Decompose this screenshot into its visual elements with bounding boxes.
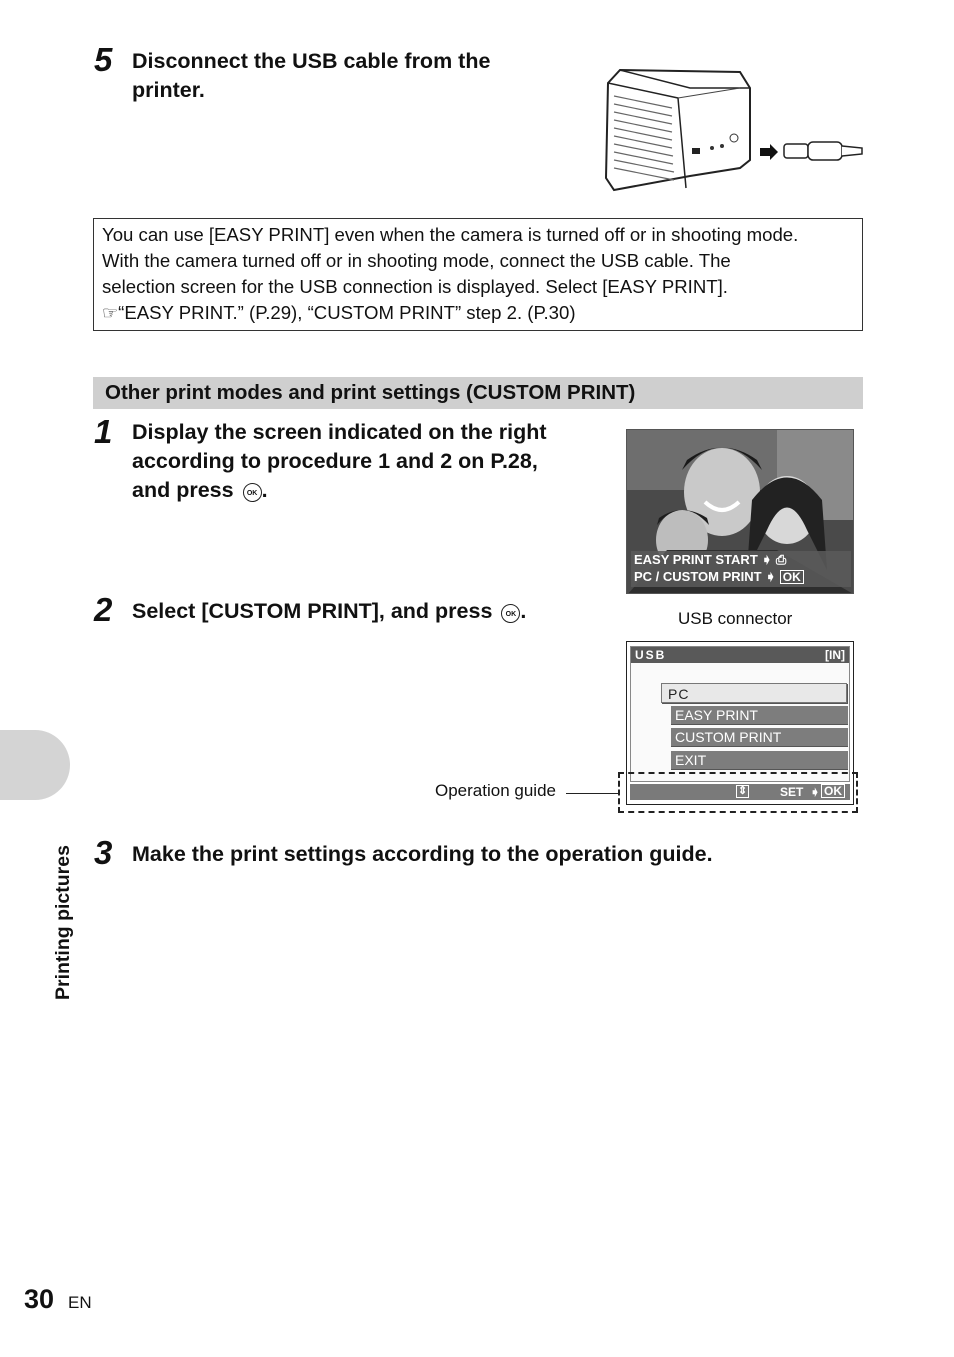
step-1-line3-text: and press bbox=[132, 478, 234, 502]
chapter-tab-label: Printing pictures bbox=[52, 845, 74, 1000]
ok-button-icon: OK bbox=[243, 483, 262, 502]
overlay-pc-custom-label: PC / CUSTOM PRINT bbox=[634, 569, 762, 584]
arrow-icon: ➧ bbox=[765, 569, 777, 584]
set-label: SET bbox=[780, 785, 804, 799]
page-number: 30 bbox=[24, 1284, 55, 1314]
chapter-tab bbox=[0, 730, 70, 800]
step-2-text-label: Select [CUSTOM PRINT], and press bbox=[132, 599, 493, 623]
operation-guide-label: Operation guide bbox=[435, 781, 556, 800]
step-2-text bbox=[132, 597, 526, 626]
usb-connector-label: USB connector bbox=[678, 609, 793, 628]
internal-memory-icon: [IN] bbox=[825, 648, 845, 662]
overlay-pc-custom bbox=[634, 568, 851, 585]
ok-badge: OK bbox=[821, 784, 845, 798]
note-line4 bbox=[102, 300, 854, 326]
arrow-icon: ➧ bbox=[761, 552, 773, 567]
step-1-line2: according to procedure 1 and 2 on P.28, bbox=[132, 449, 538, 473]
step-5-number: 5 bbox=[94, 41, 113, 78]
menu-item-custom-print[interactable]: CUSTOM PRINT bbox=[671, 728, 848, 747]
operation-guide-highlight bbox=[618, 772, 858, 813]
note-line3: selection screen for the USB connection is displayed. Select [EASY PRINT]. bbox=[102, 276, 728, 297]
step-2-period: . bbox=[520, 599, 527, 623]
usb-menu-title: USB bbox=[635, 648, 667, 662]
leader-line bbox=[566, 793, 618, 794]
step-5-line1: Disconnect the USB cable from the bbox=[132, 49, 491, 73]
photo-overlay-menu bbox=[631, 551, 851, 587]
note-line2: With the camera turned off or in shooting mode, connect the USB cable. The bbox=[102, 250, 731, 271]
note-reference-text: “EASY PRINT.” (P.29), “CUSTOM PRINT” step 2. (P.30) bbox=[118, 302, 576, 323]
usb-menu-header bbox=[631, 647, 849, 663]
up-down-icon: ⇕ bbox=[738, 785, 748, 797]
overlay-easy-print bbox=[634, 551, 851, 568]
usb-menu-area bbox=[630, 646, 850, 782]
step-1-line1: Display the screen indicated on the right bbox=[132, 420, 547, 444]
step-2-number: 2 bbox=[94, 591, 113, 628]
arrow-icon: ➧ bbox=[810, 785, 821, 799]
note-box bbox=[93, 218, 863, 331]
language-code: EN bbox=[68, 1293, 92, 1312]
section-header bbox=[93, 377, 863, 409]
ok-button-icon: OK bbox=[501, 604, 520, 623]
step-1-period: . bbox=[261, 478, 268, 502]
print-icon: ⎙ bbox=[775, 552, 787, 567]
step-5-text bbox=[132, 47, 490, 105]
reference-icon: ☞ bbox=[102, 303, 119, 323]
note-line1: You can use [EASY PRINT] even when the camera is turned off or in shooting mode. bbox=[102, 224, 799, 245]
printer-illustration bbox=[600, 58, 866, 198]
step-3-text: Make the print settings according to the operation guide. bbox=[132, 842, 713, 866]
section-title: Other print modes and print settings (CUSTOM PRINT) bbox=[105, 381, 636, 404]
camera-screen-photo bbox=[626, 429, 854, 594]
menu-item-pc[interactable]: PC bbox=[661, 683, 847, 703]
step-5-line2: printer. bbox=[132, 78, 205, 102]
step-1-line3 bbox=[132, 476, 547, 505]
step-3-number: 3 bbox=[94, 834, 113, 871]
overlay-easy-print-label: EASY PRINT START bbox=[634, 552, 758, 567]
step-1-number: 1 bbox=[94, 413, 113, 450]
menu-item-exit[interactable]: EXIT bbox=[671, 751, 848, 770]
ok-badge: OK bbox=[780, 570, 804, 584]
step-1-text bbox=[132, 418, 547, 505]
menu-item-easy-print[interactable]: EASY PRINT bbox=[671, 706, 848, 725]
